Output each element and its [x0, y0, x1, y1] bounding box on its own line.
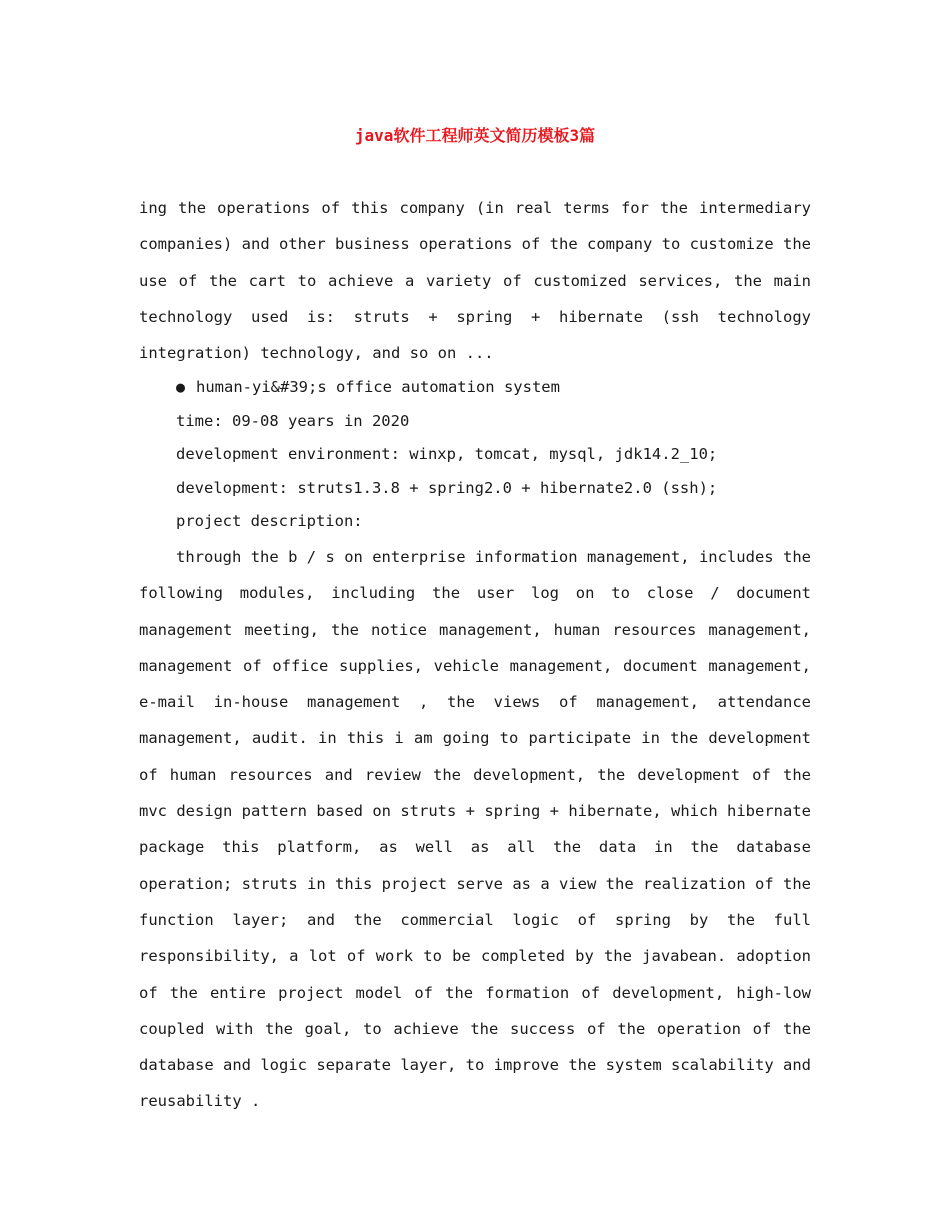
- intro-paragraph: ing the operations of this company (in real terms for the intermediary companies) and other business operations of the company to customize the use of the cart to achieve a variety of customized services, the main technology used is: struts + spring + hibernate (ssh technology integration) technology, and so on ...: [139, 199, 811, 363]
- bullet-icon: ●: [176, 378, 186, 397]
- project-development: development: struts1.3.8 + spring2.0 + hibernate2.0 (ssh);: [176, 478, 718, 497]
- project-description-label: project description:: [176, 512, 363, 531]
- project-heading: [139, 371, 811, 405]
- project-description: through the b / s on enterprise information management, includes the following modules, including the user log on to close / document management meeting, the notice management, human resources management, management of office supplies, vehicle management, document management, e-mail in-house management , the views of management, attendance management, audit. in this i am going to participate in the development of human resources and review the development, the development of the mvc design pattern based on struts + spring + hibernate, which hibernate package this platform, as well as all the data in the database operation; struts in this project serve as a view the realization of the function layer; and the commercial logic of spring by the full responsibility, a lot of work to be completed by the javabean. adoption of the entire project model of the formation of development, high-low coupled with the goal, to achieve the success of the operation of the database and logic separate layer, to improve the system scalability and reusability .: [139, 547, 811, 1111]
- page-title: java软件工程师英文简历模板3篇: [354, 126, 596, 145]
- document-body: [139, 190, 811, 1120]
- project-name: human-yi&#39;s office automation system: [196, 378, 560, 397]
- project-time: time: 09-08 years in 2020: [176, 411, 410, 430]
- project-environment: development environment: winxp, tomcat, mysql, jdk14.2_10;: [176, 445, 718, 464]
